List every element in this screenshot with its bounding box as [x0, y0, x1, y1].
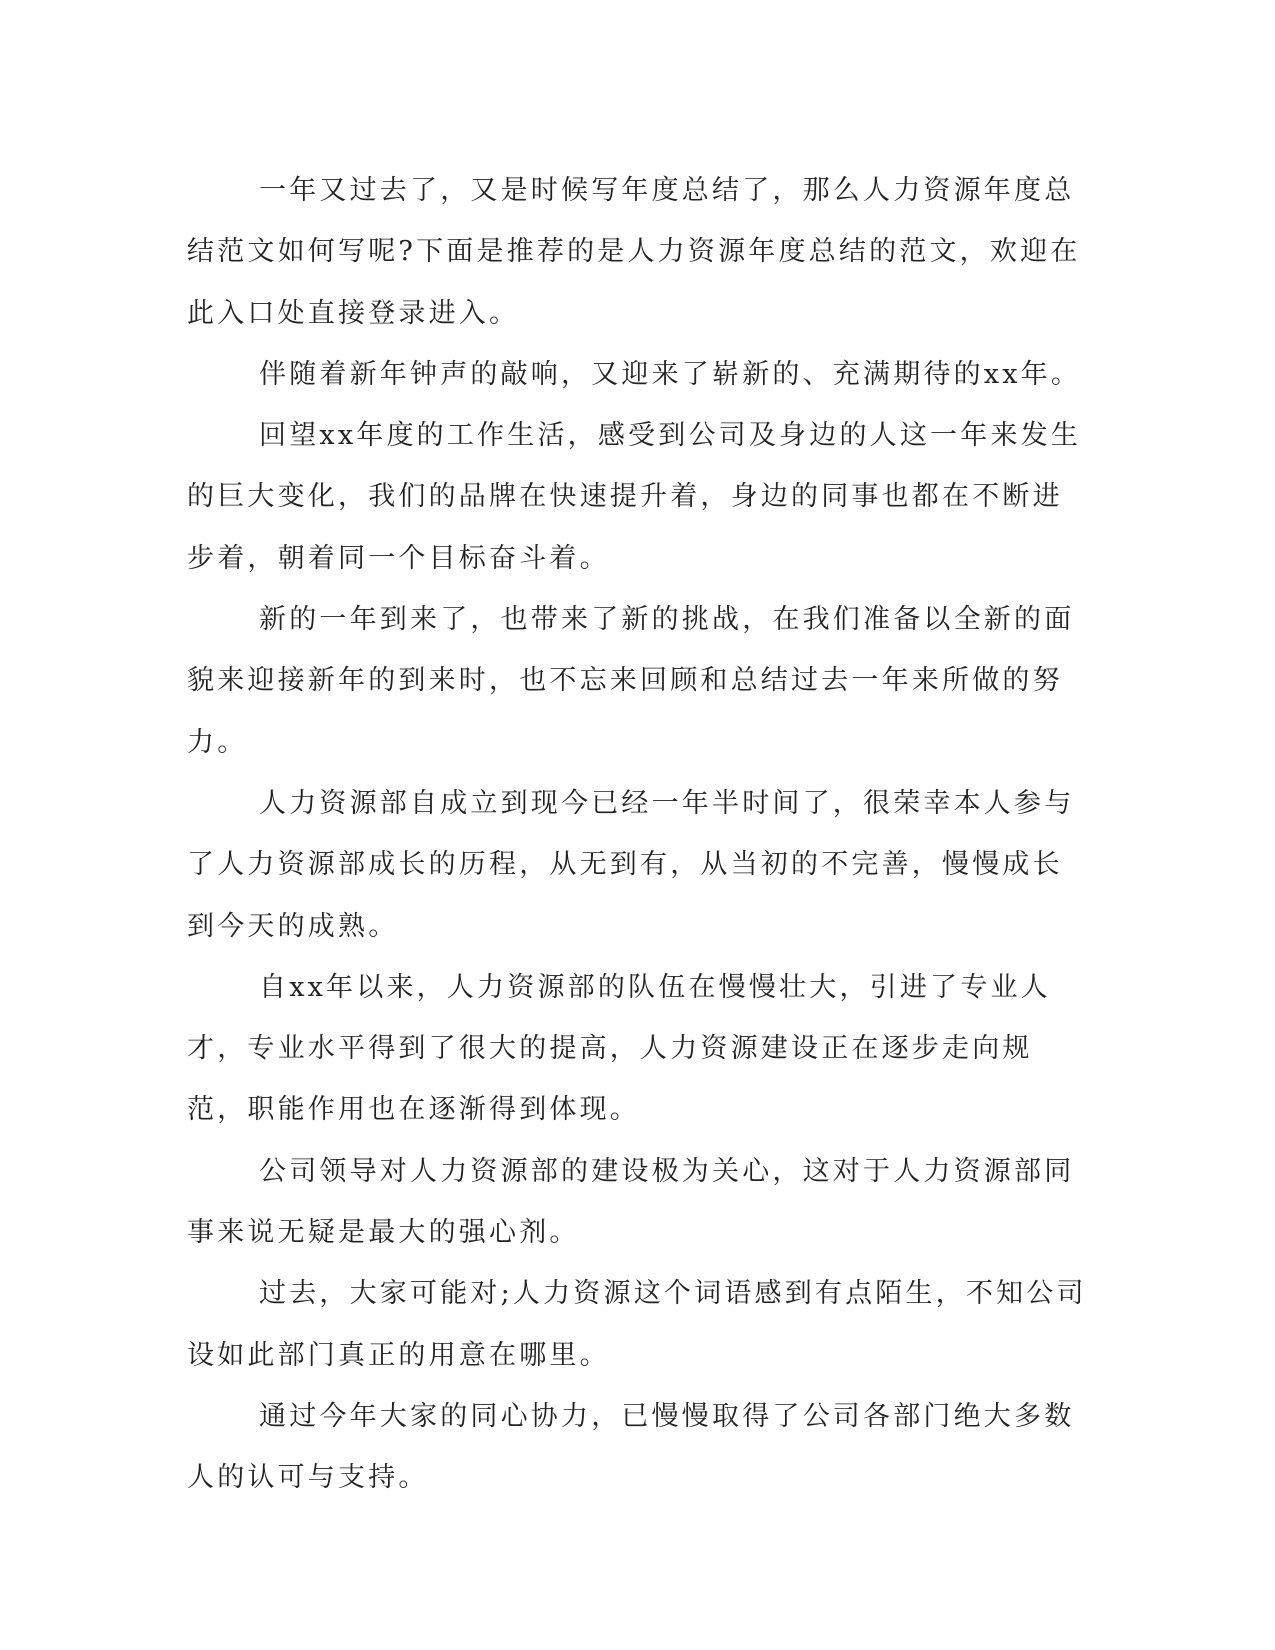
- paragraph-6: 自xx年以来，人力资源部的队伍在慢慢壮大，引进了专业人才，专业水平得到了很大的提高，人力资源建设正在逐步走向规范，职能作用也在逐渐得到体现。: [187, 971, 1051, 1126]
- document-body: [187, 160, 1092, 1509]
- paragraph-2: 伴随着新年钟声的敲响，又迎来了崭新的、充满期待的xx年。: [259, 358, 1082, 390]
- paragraph-1: 一年又过去了，又是时候写年度总结了，那么人力资源年度总结范文如何写呢?下面是推荐的是人力资源年度总结的范文，欢迎在此入口处直接登录进入。: [187, 175, 1081, 329]
- paragraph-4: 新的一年到来了，也带来了新的挑战，在我们准备以全新的面貌来迎接新年的到来时，也不忘来回顾和总结过去一年来所做的努力。: [187, 604, 1075, 758]
- paragraph-7: 公司领导对人力资源部的建设极为关心，这对于人力资源部同事来说无疑是最大的强心剂。: [187, 1155, 1075, 1249]
- paragraph-3: 回望xx年度的工作生活，感受到公司及身边的人这一年来发生的巨大变化，我们的品牌在快速提升着，身边的同事也都在不断进步着，朝着同一个目标奋斗着。: [187, 420, 1082, 574]
- paragraph-9: 通过今年大家的同心协力，已慢慢取得了公司各部门绝大多数人的认可与支持。: [187, 1400, 1075, 1494]
- paragraph-8: 过去，大家可能对;人力资源这个词语感到有点陌生，不知公司设如此部门真正的用意在哪里。: [187, 1278, 1087, 1371]
- paragraph-5: 人力资源部自成立到现今已经一年半时间了，很荣幸本人参与了人力资源部成长的历程，从无到有，从当初的不完善，慢慢成长到今天的成熟。: [187, 787, 1075, 942]
